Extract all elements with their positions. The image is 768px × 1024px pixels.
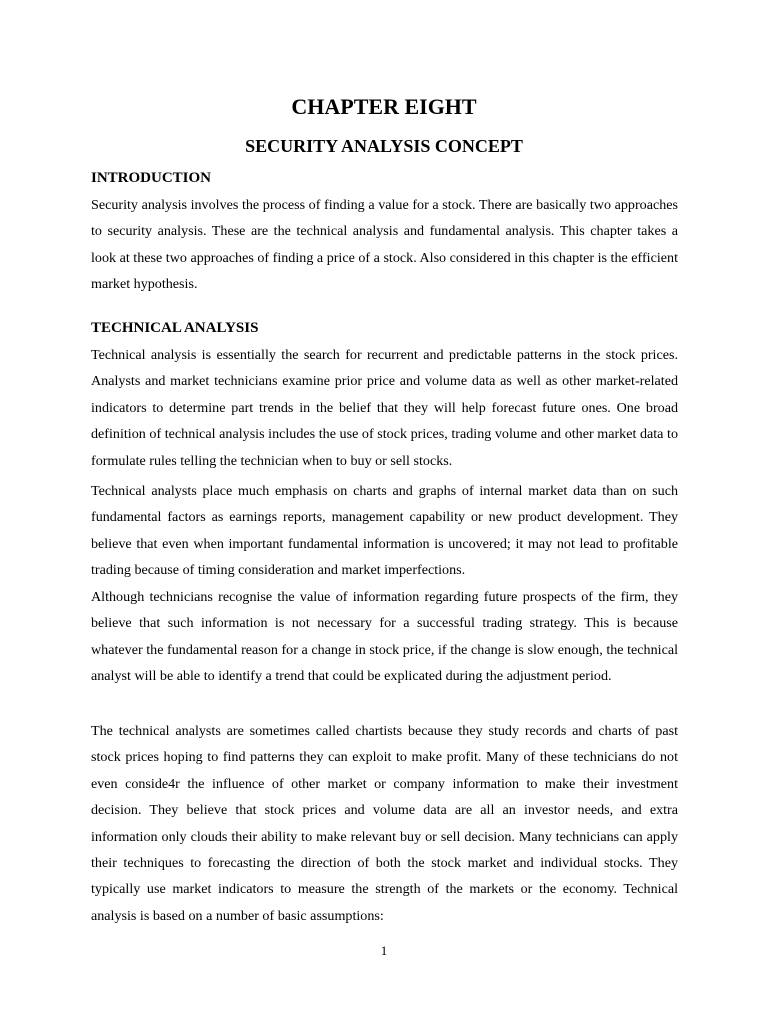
introduction-paragraph: Security analysis involves the process of finding a value for a stock. There are basically two approaches to security analysis. These are the technical analysis and fundamental analysis. This chapter takes a look at these two approaches of finding a price of a stock. Also considered in this chapter is the efficient market hypothesis. xyxy=(91,197,678,293)
introduction-heading: INTRODUCTION xyxy=(91,170,212,186)
chapter-title: CHAPTER EIGHT xyxy=(291,94,477,119)
page-number: 1 xyxy=(380,943,388,958)
technical-analysis-paragraph-1: Technical analysis is essentially the search for recurrent and predictable patterns in the stock prices. Analysts and market technicians examine prior price and volume data as well as other market-related indicators to determine part trends in the belief that they will help forecast future ones. One broad definition of technical analysis includes the use of stock prices, trading volume and other market data to formulate rules telling the technician when to buy or sell stocks. xyxy=(91,347,678,469)
technical-analysis-paragraph-3: Although technicians recognise the value of information regarding future prospects of the firm, they believe that such information is not necessary for a successful trading strategy. This is because whatever the fundamental reason for a change in stock price, if the change is slow enough, the technical analyst will be able to identify a trend that could be explicated during the adjustment period. xyxy=(91,589,678,685)
technical-analysis-paragraph-2: Technical analysts place much emphasis on charts and graphs of internal market data than on such fundamental factors as earnings reports, management capability or new product development. They believe that even when important fundamental information is uncovered; it may not lead to profitable trading because of timing consideration and market imperfections. xyxy=(91,483,678,579)
chapter-subtitle: SECURITY ANALYSIS CONCEPT xyxy=(245,136,523,156)
technical-analysis-heading: TECHNICAL ANALYSIS xyxy=(91,320,259,336)
technical-analysis-paragraph-4: The technical analysts are sometimes called chartists because they study records and charts of past stock prices hoping to find patterns they can exploit to make profit. Many of these technicians do not even conside4r the influence of other market or company information to make their investment decision. They believe that stock prices and volume data are all an investor needs, and extra information only clouds their ability to make relevant buy or sell decision. Many technicians can apply their techniques to forecasting the direction of both the stock market and individual stocks. They typically use market indicators to measure the strength of the markets or the economy. Technical analysis is based on a number of basic assumptions: xyxy=(91,723,678,924)
